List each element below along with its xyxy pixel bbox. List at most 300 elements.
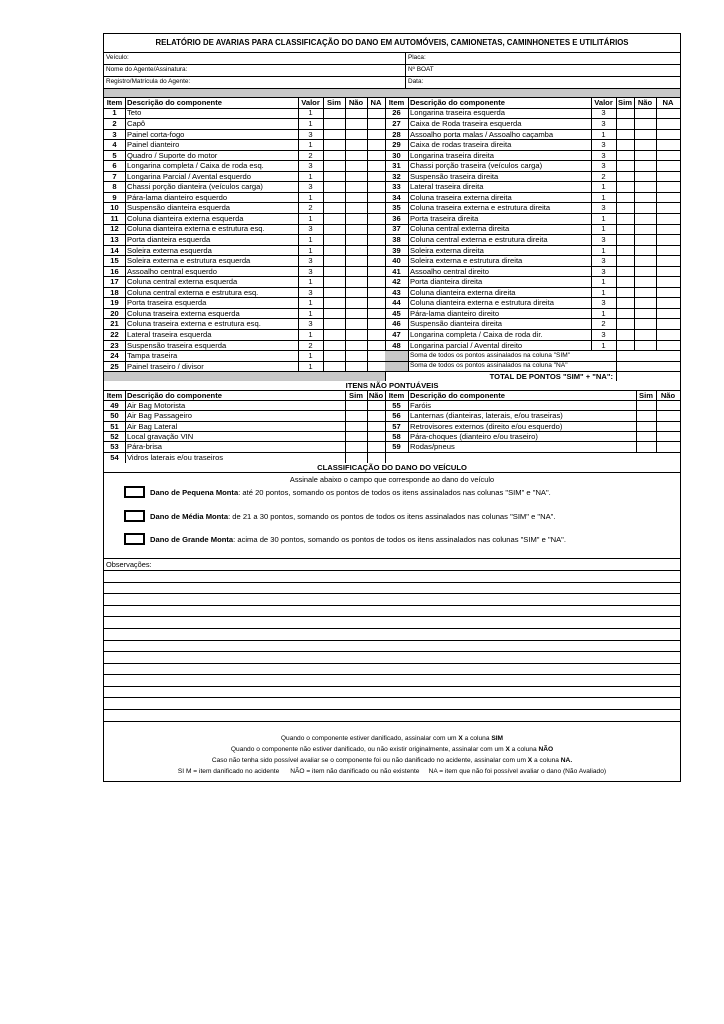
item-description: Coluna dianteira externa esquerda xyxy=(127,213,244,223)
nao-checkbox[interactable] xyxy=(345,225,367,235)
sim-checkbox[interactable] xyxy=(616,298,634,308)
medium-damage-checkbox[interactable] xyxy=(124,510,145,522)
na-checkbox[interactable] xyxy=(367,119,385,129)
registration-row xyxy=(104,77,680,89)
sum-sim-value[interactable] xyxy=(616,351,680,361)
sim-checkbox[interactable] xyxy=(616,267,634,277)
nao-checkbox[interactable] xyxy=(634,330,656,340)
sim-checkbox[interactable] xyxy=(616,151,634,161)
sim-checkbox[interactable] xyxy=(616,256,634,266)
item-description: Coluna dianteira externa direita xyxy=(410,287,516,297)
nao-checkbox[interactable] xyxy=(345,119,367,129)
nao-checkbox[interactable] xyxy=(367,411,385,420)
sim-checkbox[interactable] xyxy=(323,309,345,319)
item-number: 45 xyxy=(392,308,401,318)
medium-damage-option xyxy=(150,513,555,521)
sim-checkbox[interactable] xyxy=(616,109,634,119)
nao-checkbox[interactable] xyxy=(634,109,656,119)
nao-checkbox[interactable] xyxy=(345,182,367,192)
observation-line[interactable] xyxy=(104,675,680,687)
na-checkbox[interactable] xyxy=(656,288,680,298)
item-number: 10 xyxy=(110,203,119,213)
item-value: 1 xyxy=(308,329,313,339)
nao-checkbox[interactable] xyxy=(634,130,656,140)
plate-field[interactable]: Placa: xyxy=(408,54,426,62)
observation-line[interactable] xyxy=(104,698,680,710)
nao-checkbox[interactable] xyxy=(367,422,385,431)
item-number: 33 xyxy=(392,182,401,192)
agent-name-field[interactable]: Nome do Agente/Assinatura: xyxy=(106,66,188,74)
na-checkbox[interactable] xyxy=(656,256,680,266)
sim-checkbox[interactable] xyxy=(323,298,345,308)
sim-checkbox[interactable] xyxy=(345,442,367,451)
nao-checkbox[interactable] xyxy=(345,351,367,361)
sim-checkbox[interactable] xyxy=(616,309,634,319)
sim-checkbox[interactable] xyxy=(323,119,345,129)
na-checkbox[interactable] xyxy=(367,351,385,361)
na-checkbox[interactable] xyxy=(656,309,680,319)
item-number: 25 xyxy=(110,361,119,371)
item-description: Longarina traseira direita xyxy=(410,150,495,160)
item-value: 1 xyxy=(308,213,313,223)
item-description: Longarina traseira esquerda xyxy=(410,108,505,118)
item-value: 3 xyxy=(308,266,313,276)
na-checkbox[interactable] xyxy=(367,256,385,266)
observation-line[interactable] xyxy=(104,641,680,653)
na-checkbox[interactable] xyxy=(656,277,680,287)
na-checkbox[interactable] xyxy=(656,172,680,182)
item-value: 1 xyxy=(601,192,606,202)
na-checkbox[interactable] xyxy=(656,330,680,340)
item-number: 48 xyxy=(392,340,401,350)
sim-checkbox[interactable] xyxy=(323,182,345,192)
na-checkbox[interactable] xyxy=(656,341,680,351)
nao-checkbox[interactable] xyxy=(634,267,656,277)
non-point-row xyxy=(104,453,680,463)
na-checkbox[interactable] xyxy=(367,246,385,256)
item-description: Coluna traseira externa e estrutura direita xyxy=(410,203,551,213)
sim-checkbox[interactable] xyxy=(323,351,345,361)
nao-checkbox[interactable] xyxy=(656,422,680,431)
sim-checkbox[interactable] xyxy=(323,225,345,235)
nao-checkbox[interactable] xyxy=(656,432,680,441)
item-number: 23 xyxy=(110,340,119,350)
nao-checkbox[interactable] xyxy=(367,442,385,451)
nao-checkbox[interactable] xyxy=(634,319,656,329)
item-description: Assoalho central esquerdo xyxy=(127,266,217,276)
nao-checkbox[interactable] xyxy=(345,267,367,277)
item-description: Coluna central externa e estrutura esq. xyxy=(127,287,259,297)
sim-checkbox[interactable] xyxy=(345,453,367,463)
non-point-title: ITENS NÃO PONTUÁVEIS xyxy=(104,381,680,391)
nao-checkbox[interactable] xyxy=(345,151,367,161)
item-description: Coluna central externa e estrutura direita xyxy=(410,235,548,245)
sim-checkbox[interactable] xyxy=(616,119,634,129)
nao-checkbox[interactable] xyxy=(634,161,656,171)
sim-checkbox[interactable] xyxy=(616,130,634,140)
na-checkbox[interactable] xyxy=(656,109,680,119)
nao-checkbox[interactable] xyxy=(634,309,656,319)
na-checkbox[interactable] xyxy=(367,235,385,245)
sim-checkbox[interactable] xyxy=(323,235,345,245)
na-checkbox[interactable] xyxy=(367,298,385,308)
na-checkbox[interactable] xyxy=(656,161,680,171)
observation-line[interactable] xyxy=(104,606,680,618)
nao-checkbox[interactable] xyxy=(345,309,367,319)
na-checkbox[interactable] xyxy=(367,193,385,203)
na-checkbox[interactable] xyxy=(656,298,680,308)
item-description: Assoalho central direito xyxy=(410,266,489,276)
table-row xyxy=(104,109,680,120)
nao-checkbox[interactable] xyxy=(634,172,656,182)
item-description: Soleira externa direita xyxy=(410,245,484,255)
small-damage-option xyxy=(150,489,551,497)
nao-checkbox[interactable] xyxy=(367,432,385,441)
na-checkbox[interactable] xyxy=(656,214,680,224)
table-row xyxy=(104,298,680,309)
nao-checkbox[interactable] xyxy=(345,203,367,213)
item-description: Pára-brisa xyxy=(127,442,163,452)
right-np-item-header: Item xyxy=(388,391,405,400)
na-checkbox[interactable] xyxy=(367,309,385,319)
left-np-nao-header: Não xyxy=(368,391,384,400)
sim-checkbox[interactable] xyxy=(323,214,345,224)
nao-checkbox[interactable] xyxy=(345,341,367,351)
item-description: Tampa traseira xyxy=(127,351,178,361)
sim-checkbox[interactable] xyxy=(323,140,345,150)
na-checkbox[interactable] xyxy=(367,140,385,150)
nao-checkbox[interactable] xyxy=(345,256,367,266)
right-np-desc-header: Descrição do componente xyxy=(410,391,505,400)
na-checkbox[interactable] xyxy=(367,319,385,329)
table-row xyxy=(104,161,680,172)
na-checkbox[interactable] xyxy=(367,341,385,351)
item-number: 8 xyxy=(112,182,117,192)
large-damage-option xyxy=(150,536,566,544)
na-checkbox[interactable] xyxy=(656,140,680,150)
na-checkbox[interactable] xyxy=(656,267,680,277)
sim-checkbox[interactable] xyxy=(616,288,634,298)
item-value: 1 xyxy=(308,235,313,245)
na-checkbox[interactable] xyxy=(656,203,680,213)
nao-checkbox[interactable] xyxy=(345,193,367,203)
item-number: 13 xyxy=(110,235,119,245)
observation-line[interactable] xyxy=(104,664,680,676)
item-description: Porta dianteira esquerda xyxy=(127,235,211,245)
item-description: Soleira externa e estrutura direita xyxy=(410,256,523,266)
sim-checkbox[interactable] xyxy=(636,432,656,441)
medium-damage-label: Dano de Média Monta xyxy=(150,511,229,521)
item-description: Capô xyxy=(127,119,146,129)
item-number: 58 xyxy=(392,432,401,441)
item-number: 21 xyxy=(110,319,119,329)
sim-checkbox[interactable] xyxy=(323,341,345,351)
sim-checkbox[interactable] xyxy=(616,341,634,351)
nao-checkbox[interactable] xyxy=(345,161,367,171)
nao-checkbox[interactable] xyxy=(345,277,367,287)
item-number: 50 xyxy=(110,411,119,421)
na-checkbox[interactable] xyxy=(656,246,680,256)
nao-checkbox[interactable] xyxy=(634,151,656,161)
na-checkbox[interactable] xyxy=(367,267,385,277)
nao-checkbox[interactable] xyxy=(634,225,656,235)
sim-checkbox[interactable] xyxy=(323,109,345,119)
observation-line[interactable] xyxy=(104,629,680,641)
nao-checkbox[interactable] xyxy=(345,298,367,308)
observation-line[interactable] xyxy=(104,710,680,722)
sim-checkbox[interactable] xyxy=(636,411,656,420)
sim-checkbox[interactable] xyxy=(323,267,345,277)
item-number: 38 xyxy=(392,235,401,245)
sim-checkbox[interactable] xyxy=(616,277,634,287)
item-description: Suspensão dianteira direita xyxy=(410,319,503,329)
na-checkbox[interactable] xyxy=(656,119,680,129)
na-checkbox[interactable] xyxy=(367,225,385,235)
nao-checkbox[interactable] xyxy=(634,341,656,351)
sim-checkbox[interactable] xyxy=(616,225,634,235)
left-desc-header: Descrição do componente xyxy=(127,98,222,107)
sim-checkbox[interactable] xyxy=(616,246,634,256)
sim-checkbox[interactable] xyxy=(323,172,345,182)
na-checkbox[interactable] xyxy=(367,109,385,119)
left-value-header: Valor xyxy=(301,98,320,107)
item-number: 24 xyxy=(110,351,119,361)
nao-checkbox[interactable] xyxy=(345,172,367,182)
nao-checkbox[interactable] xyxy=(367,453,385,463)
item-value: 3 xyxy=(601,108,606,118)
item-description: Coluna central externa direita xyxy=(410,224,510,234)
date-field[interactable]: Data: xyxy=(408,78,424,86)
item-description: Soleira externa e estrutura esquerda xyxy=(127,256,251,266)
item-number: 46 xyxy=(392,319,401,329)
nao-checkbox[interactable] xyxy=(634,298,656,308)
sim-checkbox[interactable] xyxy=(323,362,345,372)
item-number: 40 xyxy=(392,256,401,266)
sim-checkbox[interactable] xyxy=(616,161,634,171)
na-checkbox[interactable] xyxy=(656,182,680,192)
item-number: 26 xyxy=(392,108,401,118)
nao-checkbox[interactable] xyxy=(345,130,367,140)
item-number: 14 xyxy=(110,245,119,255)
sim-checkbox[interactable] xyxy=(616,193,634,203)
observation-line[interactable] xyxy=(104,594,680,606)
table-row xyxy=(104,130,680,141)
observation-line[interactable] xyxy=(104,617,680,629)
table-row xyxy=(104,330,680,341)
na-checkbox[interactable] xyxy=(656,193,680,203)
right-nao-header: Não xyxy=(637,98,653,107)
non-point-row xyxy=(104,442,680,452)
item-description: Local gravação VIN xyxy=(127,432,194,441)
sum-na-value[interactable] xyxy=(616,362,680,372)
small-damage-checkbox[interactable] xyxy=(124,486,145,498)
na-checkbox[interactable] xyxy=(367,203,385,213)
na-checkbox[interactable] xyxy=(367,130,385,140)
item-number: 47 xyxy=(392,329,401,339)
item-description: Rodas/pneus xyxy=(410,442,455,452)
item-number: 36 xyxy=(392,213,401,223)
nao-checkbox[interactable] xyxy=(345,288,367,298)
left-sim-header: Sim xyxy=(327,98,341,107)
item-number: 49 xyxy=(110,401,119,411)
item-value: 3 xyxy=(601,329,606,339)
sim-checkbox[interactable] xyxy=(323,193,345,203)
item-description: Coluna traseira externa esquerda xyxy=(127,308,240,318)
nao-checkbox[interactable] xyxy=(634,182,656,192)
sim-checkbox[interactable] xyxy=(323,203,345,213)
item-number: 1 xyxy=(112,108,117,118)
item-description: Coluna traseira externa e estrutura esq. xyxy=(127,319,261,329)
item-value: 3 xyxy=(601,256,606,266)
table-row xyxy=(104,319,680,330)
na-checkbox[interactable] xyxy=(367,151,385,161)
nao-checkbox[interactable] xyxy=(634,288,656,298)
item-value: 1 xyxy=(308,140,313,150)
na-checkbox[interactable] xyxy=(367,182,385,192)
table-row xyxy=(104,362,680,373)
sim-checkbox[interactable] xyxy=(323,161,345,171)
sim-checkbox[interactable] xyxy=(636,442,656,451)
instruction-sim: Quando o componente estiver danificado, assinalar com um X a coluna SIM xyxy=(280,735,504,743)
sim-checkbox[interactable] xyxy=(323,277,345,287)
item-description: Suspensão traseira direita xyxy=(410,171,499,181)
item-value: 2 xyxy=(308,340,313,350)
total-value[interactable] xyxy=(616,372,680,381)
sim-checkbox[interactable] xyxy=(345,422,367,431)
item-value: 3 xyxy=(308,161,313,171)
item-value: 1 xyxy=(308,108,313,118)
large-damage-checkbox[interactable] xyxy=(124,533,145,545)
sim-checkbox[interactable] xyxy=(323,256,345,266)
nao-checkbox[interactable] xyxy=(656,401,680,410)
na-checkbox[interactable] xyxy=(367,277,385,287)
observation-line[interactable] xyxy=(104,652,680,664)
sim-checkbox[interactable] xyxy=(616,172,634,182)
nao-checkbox[interactable] xyxy=(634,246,656,256)
sim-checkbox[interactable] xyxy=(323,151,345,161)
sim-checkbox[interactable] xyxy=(616,140,634,150)
nao-checkbox[interactable] xyxy=(634,214,656,224)
item-value: 3 xyxy=(308,129,313,139)
item-number: 56 xyxy=(392,411,401,421)
sim-checkbox[interactable] xyxy=(323,288,345,298)
na-checkbox[interactable] xyxy=(656,151,680,161)
nao-checkbox[interactable] xyxy=(367,401,385,410)
non-point-row xyxy=(104,432,680,442)
nao-checkbox[interactable] xyxy=(345,319,367,329)
sim-checkbox[interactable] xyxy=(323,330,345,340)
left-np-item-header: Item xyxy=(106,391,123,400)
sum-na-label: Soma de todos os pontos assinalados na coluna "NA" xyxy=(410,362,568,370)
nao-checkbox[interactable] xyxy=(345,235,367,245)
item-description: Longarina Parcial / Avental esquerdo xyxy=(127,171,251,181)
nao-checkbox[interactable] xyxy=(345,362,367,372)
observation-line[interactable] xyxy=(104,722,680,734)
nao-checkbox[interactable] xyxy=(634,277,656,287)
sim-checkbox[interactable] xyxy=(323,130,345,140)
table-row xyxy=(104,309,680,320)
na-checkbox[interactable] xyxy=(656,225,680,235)
na-checkbox[interactable] xyxy=(656,235,680,245)
item-description: Chassi porção dianteira (veículos carga) xyxy=(127,182,263,192)
na-checkbox[interactable] xyxy=(367,288,385,298)
sim-checkbox[interactable] xyxy=(616,235,634,245)
sim-checkbox[interactable] xyxy=(616,182,634,192)
left-nao-header: Não xyxy=(348,98,364,107)
item-description: Chassi porção traseira (veículos carga) xyxy=(410,161,543,171)
nao-checkbox[interactable] xyxy=(345,246,367,256)
registration-field[interactable]: Registro/Matrícula do Agente: xyxy=(106,78,191,86)
table-row xyxy=(104,193,680,204)
nao-checkbox[interactable] xyxy=(345,214,367,224)
item-value: 1 xyxy=(308,361,313,371)
na-checkbox[interactable] xyxy=(367,161,385,171)
na-checkbox[interactable] xyxy=(367,330,385,340)
sim-checkbox[interactable] xyxy=(323,246,345,256)
item-value: 1 xyxy=(601,213,606,223)
na-checkbox[interactable] xyxy=(367,172,385,182)
item-description: Longarina parcial / Avental direito xyxy=(410,340,523,350)
nao-checkbox[interactable] xyxy=(634,140,656,150)
sim-checkbox[interactable] xyxy=(345,432,367,441)
total-gray-cell xyxy=(104,372,385,381)
item-description: Faróis xyxy=(410,401,432,411)
nao-checkbox[interactable] xyxy=(656,442,680,451)
table-header-row xyxy=(104,98,680,109)
nao-checkbox[interactable] xyxy=(634,193,656,203)
nao-checkbox[interactable] xyxy=(345,140,367,150)
sim-checkbox[interactable] xyxy=(636,401,656,410)
boat-field[interactable]: Nº BOAT xyxy=(408,66,434,74)
sum-gray-cell xyxy=(385,351,408,361)
item-value: 3 xyxy=(601,140,606,150)
item-value: 1 xyxy=(308,308,313,318)
sim-checkbox[interactable] xyxy=(636,422,656,431)
table-row xyxy=(104,225,680,236)
observation-line[interactable] xyxy=(104,571,680,583)
observation-line[interactable] xyxy=(104,687,680,699)
nao-checkbox[interactable] xyxy=(634,119,656,129)
sim-checkbox[interactable] xyxy=(616,203,634,213)
sim-checkbox[interactable] xyxy=(616,330,634,340)
na-checkbox[interactable] xyxy=(367,214,385,224)
na-checkbox[interactable] xyxy=(367,362,385,372)
observation-line[interactable] xyxy=(104,583,680,595)
item-value: 1 xyxy=(308,119,313,129)
observations-section[interactable] xyxy=(104,559,680,733)
nao-checkbox[interactable] xyxy=(345,330,367,340)
nao-checkbox[interactable] xyxy=(345,109,367,119)
na-checkbox[interactable] xyxy=(656,130,680,140)
nao-checkbox[interactable] xyxy=(634,256,656,266)
sim-checkbox[interactable] xyxy=(616,319,634,329)
sim-checkbox[interactable] xyxy=(323,319,345,329)
na-checkbox[interactable] xyxy=(656,319,680,329)
vehicle-field[interactable]: Veículo: xyxy=(106,54,129,62)
nao-checkbox[interactable] xyxy=(634,203,656,213)
left-np-desc-header: Descrição do componente xyxy=(127,391,222,400)
nao-checkbox[interactable] xyxy=(656,411,680,420)
nao-checkbox[interactable] xyxy=(634,235,656,245)
item-value: 1 xyxy=(601,287,606,297)
item-number: 11 xyxy=(110,213,119,223)
sim-checkbox[interactable] xyxy=(345,401,367,410)
sim-checkbox[interactable] xyxy=(616,214,634,224)
item-number: 17 xyxy=(110,277,119,287)
item-number: 30 xyxy=(392,150,401,160)
sim-checkbox[interactable] xyxy=(345,411,367,420)
item-value: 1 xyxy=(308,245,313,255)
